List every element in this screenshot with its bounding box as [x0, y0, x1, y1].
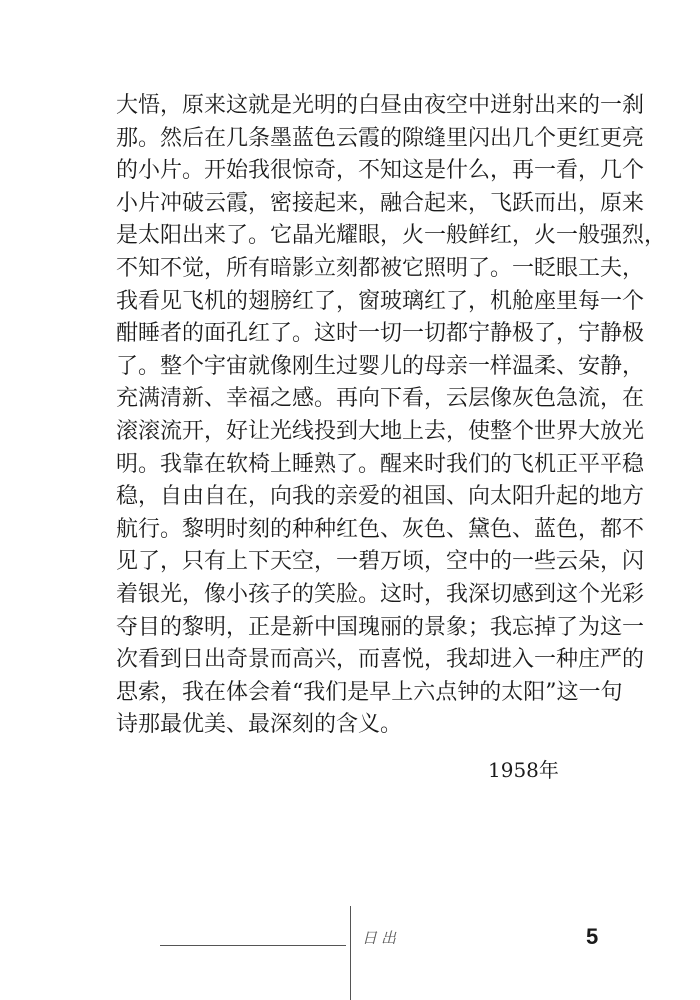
text-line: 次看到日出奇景而高兴，而喜悦，我却进入一种庄严的	[116, 647, 645, 673]
running-footer-title: 日出	[362, 929, 401, 947]
text-line: 明。我靠在软椅上睡熟了。醒来时我们的飞机正平平稳	[116, 451, 645, 477]
text-line: 诗那最优美、最深刻的含义。	[116, 712, 403, 738]
text-line: 那。然后在几条墨蓝色云霞的隙缝里闪出几个更红更亮	[116, 125, 645, 151]
text-line: 不知不觉，所有暗影立刻都被它照明了。一眨眼工夫，	[116, 255, 645, 281]
text-line: 小片冲破云霞，密接起来，融合起来，飞跃而出，原来	[116, 190, 645, 216]
text-line: 夺目的黎明，正是新中国瑰丽的景象；我忘掉了为这一	[116, 614, 645, 640]
footer-rule	[160, 945, 346, 946]
text-line: 航行。黎明时刻的种种红色、灰色、黛色、蓝色，都不	[116, 516, 645, 542]
article-date: 1958年	[488, 758, 559, 782]
text-line: 稳，自由自在，向我的亲爱的祖国、向太阳升起的地方	[116, 484, 645, 510]
text-line: 的小片。开始我很惊奇，不知这是什么，再一看，几个	[116, 158, 645, 184]
text-line: 我看见飞机的翅膀红了，窗玻璃红了，机舱座里每一个	[116, 288, 645, 314]
text-line: 思索，我在体会着“我们是早上六点钟的太阳”这一句	[116, 679, 623, 705]
text-line: 是太阳出来了。它晶光耀眼，火一般鲜红，火一般强烈，	[116, 223, 667, 249]
text-line: 大悟，原来这就是光明的白昼由夜空中迸射出来的一刹	[116, 93, 645, 118]
footer-divider	[350, 906, 351, 1000]
text-line: 充满清新、幸福之感。再向下看，云层像灰色急流，在	[116, 386, 645, 412]
text-line: 见了，只有上下天空，一碧万顷，空中的一些云朵，闪	[116, 549, 645, 575]
text-line: 着银光，像小孩子的笑脸。这时，我深切感到这个光彩	[116, 581, 645, 607]
text-line: 滚滚流开，好让光线投到大地上去，使整个世界大放光	[116, 418, 645, 444]
page-number: 5	[586, 924, 599, 949]
text-line: 了。整个宇宙就像刚生过婴儿的母亲一样温柔、安静，	[116, 353, 645, 379]
article-body	[116, 90, 667, 742]
text-line: 酣睡者的面孔红了。这时一切一切都宁静极了，宁静极	[116, 321, 645, 347]
